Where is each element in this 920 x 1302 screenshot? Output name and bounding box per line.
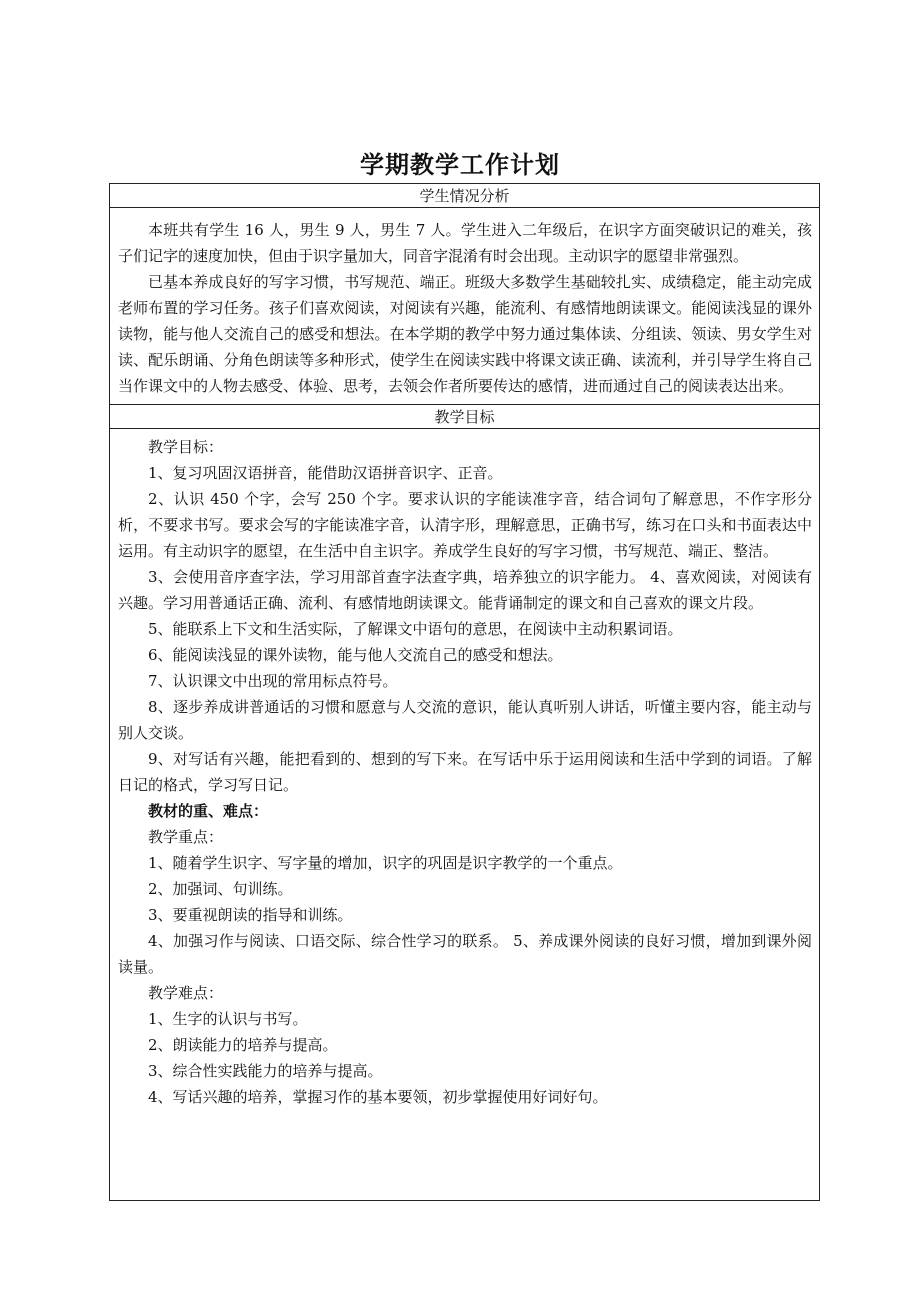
teaching-goals-body bbox=[110, 429, 819, 1110]
key-point-item: 2、加强词、句训练。 bbox=[148, 880, 293, 898]
focus-heading: 教材的重、难点： bbox=[148, 802, 269, 820]
teaching-goals-header: 教学目标 bbox=[110, 405, 819, 429]
document-title: 学期教学工作计划 bbox=[360, 151, 560, 179]
analysis-paragraph: 本班共有学生 16 人，男生 9 人，男生 7 人。学生进入二年级后，在识字方面突破识记的难关，孩子们记字的速度加快，但由于识字量加大，同音字混淆有时会出现。主动识字的愿望非常强烈。 bbox=[118, 221, 812, 265]
goal-item: 1、复习巩固汉语拼音，能借助汉语拼音识字、正音。 bbox=[148, 464, 503, 482]
difficulty-item: 1、生字的认识与书写。 bbox=[148, 1010, 308, 1028]
goals-label: 教学目标： bbox=[148, 438, 224, 456]
difficulties-label: 教学难点： bbox=[148, 984, 224, 1002]
plan-table bbox=[109, 183, 820, 1201]
difficulty-item: 2、朗读能力的培养与提高。 bbox=[148, 1036, 338, 1054]
goal-item: 8、逐步养成讲普通话的习惯和愿意与人交流的意识，能认真听别人讲话，听懂主要内容，能主动与别人交谈。 bbox=[118, 698, 812, 742]
goal-item: 5、能联系上下文和生活实际，了解课文中语句的意思，在阅读中主动积累词语。 bbox=[148, 620, 683, 638]
difficulty-item: 3、综合性实践能力的培养与提高。 bbox=[148, 1062, 383, 1080]
difficulty-item: 4、写话兴趣的培养，掌握习作的基本要领，初步掌握使用好词好句。 bbox=[148, 1088, 608, 1106]
key-point-item: 3、要重视朗读的指导和训练。 bbox=[148, 906, 353, 924]
goal-item: 2、认识 450 个字，会写 250 个字。要求认识的字能读准字音，结合词句了解意思，不作字形分析，不要求书写。要求会写的字能读准字音，认清字形，理解意思，正确书写，练习在口头和书面表达中运用。有主动识字的愿望，在生活中自主识字。养成学生良好的写字习惯，书写规范、端正、整洁。 bbox=[118, 490, 812, 560]
analysis-paragraph: 已基本养成良好的写字习惯，书写规范、端正。班级大多数学生基础较扎实、成绩稳定，能主动完成老师布置的学习任务。孩子们喜欢阅读，对阅读有兴趣，能流利、有感情地朗读课文。能阅读浅显的课外读物，能与他人交流自己的感受和想法。在本学期的教学中努力通过集体读、分组读、领读、男女学生对读、配乐朗诵、分角色朗读等多种形式，使学生在阅读实践中将课文读正确、读流利，并引导学生将自己当作课文中的人物去感受、体验、思考，去领会作者所要传达的感情，进而通过自己的阅读表达出来。 bbox=[118, 273, 812, 395]
goal-item: 3、会使用音序查字法，学习用部首查字法查字典，培养独立的识字能力。 4、喜欢阅读，对阅读有兴趣。学习用普通话正确、流利、有感情地朗读课文。能背诵制定的课文和自己喜欢的课文片段。 bbox=[118, 568, 812, 612]
goal-item: 6、能阅读浅显的课外读物，能与他人交流自己的感受和想法。 bbox=[148, 646, 563, 664]
goal-item: 9、对写话有兴趣，能把看到的、想到的写下来。在写话中乐于运用阅读和生活中学到的词语。了解日记的格式，学习写日记。 bbox=[118, 750, 812, 794]
key-point-item: 4、加强习作与阅读、口语交际、综合性学习的联系。 5、养成课外阅读的良好习惯，增加到课外阅读量。 bbox=[118, 932, 812, 976]
key-point-item: 1、随着学生识字、写字量的增加，识字的巩固是识字教学的一个重点。 bbox=[148, 854, 623, 872]
student-analysis-header: 学生情况分析 bbox=[110, 184, 819, 208]
student-analysis-body bbox=[110, 208, 819, 405]
key-points-label: 教学重点： bbox=[148, 828, 224, 846]
goal-item: 7、认识课文中出现的常用标点符号。 bbox=[148, 672, 398, 690]
